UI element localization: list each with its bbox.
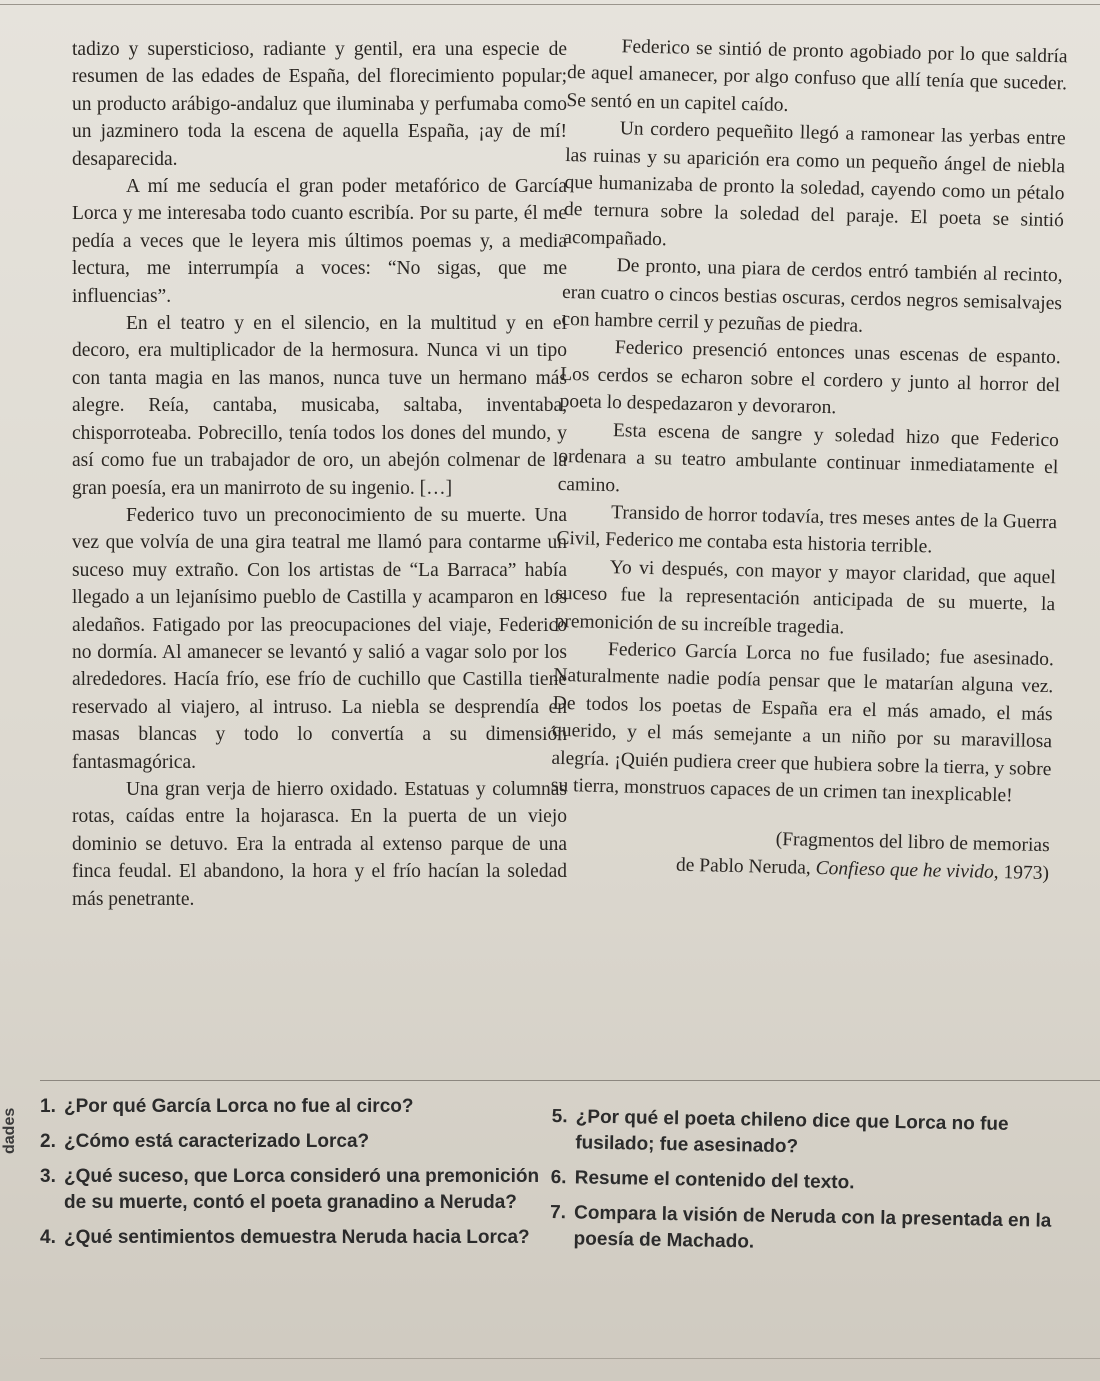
paragraph: tadizo y supersticioso, radiante y gentil, era una especie de resumen de las edades de España, del florecimiento popular; un producto arábigo-andaluz que iluminaba y perfumaba como un jazminero toda la escena de aquella España, ¡ay de mí! desaparecida. <box>72 39 567 170</box>
right-text-column <box>549 32 1068 887</box>
top-rule <box>0 4 1100 5</box>
question-number: 3. <box>40 1166 56 1187</box>
question-number: 4. <box>40 1227 56 1248</box>
question-item <box>40 1094 545 1120</box>
source-line-1: (Fragmentos del libro de memorias <box>775 829 1050 857</box>
question-item <box>549 1200 1065 1261</box>
paragraph: De pronto, una piara de cerdos entró también al recinto, eran cuatro o cincos bestias oscuras, cerdos negros semisalvajes con hambre cerril y pezuñas de piedra. <box>561 255 1063 337</box>
question-item <box>550 1165 1065 1200</box>
question-item <box>40 1164 545 1216</box>
question-text: ¿Cómo está caracterizado Lorca? <box>64 1131 370 1152</box>
question-number: 1. <box>40 1096 56 1117</box>
question-number: 6. <box>550 1166 567 1189</box>
question-text: ¿Por qué García Lorca no fue al circo? <box>64 1096 414 1117</box>
question-text: Compara la visión de Neruda con la presentada en la poesía de Machado. <box>573 1202 1052 1253</box>
question-text: Resume el contenido del texto. <box>574 1167 855 1194</box>
paragraph: Federico se sintió de pronto agobiado por lo que saldría de aquel amanecer, por algo confuso que allí tenía que suceder. Se sentó en un capitel caído. <box>566 36 1068 116</box>
question-text: ¿Por qué el poeta chileno dice que Lorca no fue fusilado; fue asesinado? <box>575 1106 1009 1158</box>
bottom-rule <box>40 1358 1100 1359</box>
source-author: de Pablo Neruda, <box>675 854 816 879</box>
question-item <box>40 1225 545 1251</box>
source-year: , 1973) <box>993 861 1050 884</box>
question-text: ¿Qué sentimientos demuestra Neruda hacia Lorca? <box>64 1227 530 1248</box>
paragraph: Esta escena de sangre y soledad hizo que Federico ordenara a su teatro ambulante continuar inmediatamente el camino. <box>557 419 1060 496</box>
paragraph: Federico presenció entonces unas escenas de espanto. Los cerdos se echaron sobre el cordero y junto al horror del poeta lo despedazaron y devoraron. <box>559 337 1061 419</box>
question-text: ¿Qué suceso, que Lorca consideró una premonición de su muerte, contó el poeta granadino a Neruda? <box>64 1166 540 1213</box>
paragraph: En el teatro y en el silencio, en la multitud y en el decoro, era multiplicador de la hermosura. Nunca vi un tipo con tanta magia en las manos, nunca tuve un hermano más alegre. Reía, cantaba, musicaba, saltaba, inventaba, chisporroteaba. Pobrecillo, tenía todos los dones del mundo, y así como fue un trabajador de oro, un abejón colmenar de la gran poesía, era un manirroto de su ingenio. […] <box>72 313 567 499</box>
source-citation <box>549 821 1050 887</box>
questions-left-column <box>40 1094 545 1260</box>
paragraph: Transido de horror todavía, tres meses antes de la Guerra Civil, Federico me contaba esta historia terrible. <box>556 502 1058 558</box>
questions-right-column <box>549 1104 1067 1270</box>
question-item <box>551 1104 1067 1165</box>
source-book-title: Confieso que he vivido <box>815 857 995 883</box>
question-item <box>40 1129 545 1155</box>
paragraph: A mí me seducía el gran poder metafórico de García Lorca y me interesaba todo cuanto escribía. Por su parte, él me pedía a veces que le leyera mis últimos poemas y, a media lectura, me interrumpía a voces: “No sigas, que me influencias”. <box>72 176 567 307</box>
paragraph: Yo vi después, con mayor y mayor claridad, que aquel suceso fue la representación anticipada de su muerte, la premonición de su increíble tragedia. <box>554 556 1056 638</box>
paragraph: Una gran verja de hierro oxidado. Estatuas y columnas rotas, caídas entre la hojarasca. En la puerta de un viejo dominio se detuvo. Era la entrada al extenso parque de una finca feudal. El abandono, la hora y el frío hacían la soledad más penetrante. <box>72 778 567 910</box>
paragraph: Federico tuvo un preconocimiento de su muerte. Una vez que volvía de una gira teatral me llamó para contarme un suceso muy extraño. Con los artistas de “La Barraca” había llegado a un lejanísimo pueblo de Castilla y acamparon en los aledaños. Fatigado por las preocupaciones del viaje, Federico no dormía. Al amanecer se levantó y salió a vagar solo por los alrededores. Hacía frío, ese frío de cuchillo que Castilla tiene reservado al viajero, al intruso. La niebla se desprendía en masas blancas y todo lo convertía a su dimensión fantasmagórica. <box>72 504 567 773</box>
activities-section <box>40 1094 1070 1354</box>
left-text-column <box>72 36 567 913</box>
section-divider <box>40 1080 1100 1081</box>
activities-side-tab: dades <box>1 1107 18 1155</box>
question-number: 7. <box>549 1201 567 1224</box>
paragraph: Un cordero pequeñito llegó a ramonear las yerbas entre las ruinas y su aparición era como un pequeño ángel de niebla que humanizaba de pronto la soledad, cayendo como un pétalo de ternura sobre la soledad del paraje. El poeta se sintió acompañado. <box>563 118 1066 251</box>
question-number: 2. <box>40 1131 56 1152</box>
question-number: 5. <box>551 1105 568 1128</box>
paragraph: Federico García Lorca no fue fusilado; fue asesinado. Naturalmente nadie podía pensar que le matarían alguna vez. De todos los poetas de España era el más amado, el más querido, y el más semejante a un niño por su maravillosa alegría. ¡Quién pudiera creer que hubiera sobre la tierra, y sobre su tierra, monstruos capaces de un crimen tan inexplicable! <box>550 639 1055 807</box>
